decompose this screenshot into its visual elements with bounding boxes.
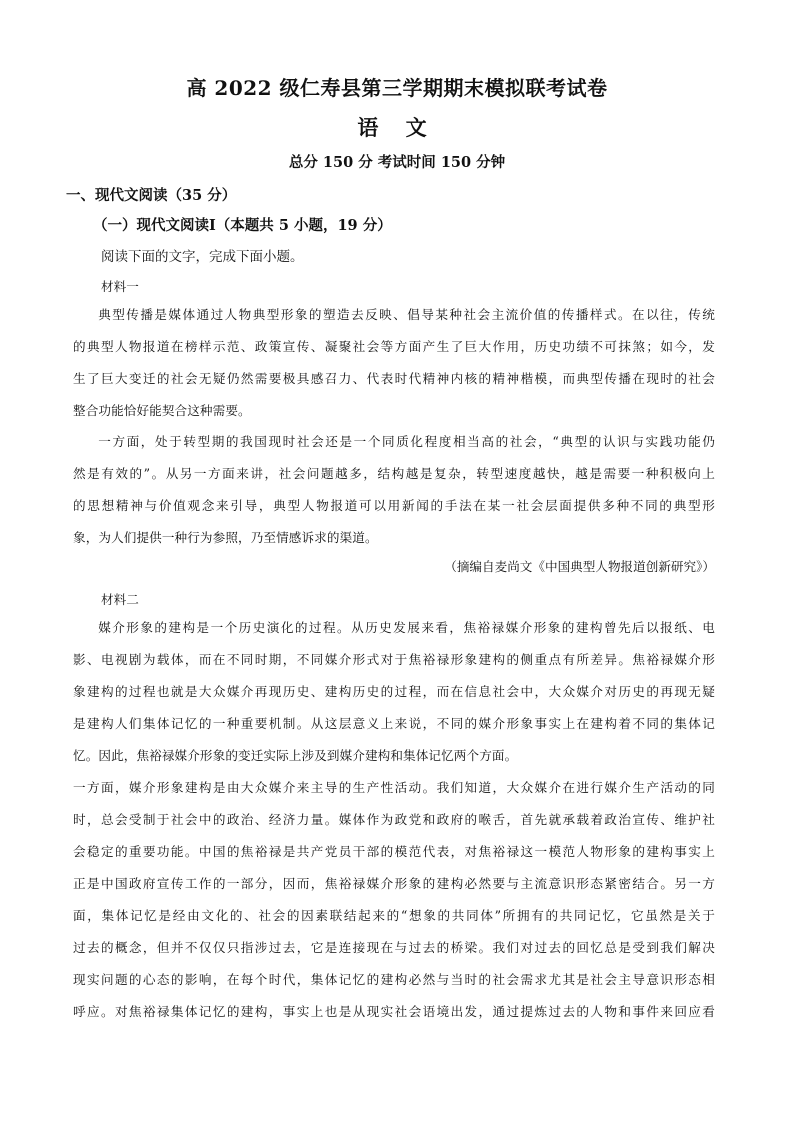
source-citation: （摘编自麦尚文《中国典型人物报道创新研究》） (444, 559, 715, 574)
paragraph-line: 面，集体记忆是经由文化的、社会的因素联结起来的“想象的共同体”所拥有的共同记忆，它虽然是关于 (73, 908, 715, 923)
paragraph-line: 影、电视剧为载体，而在不同时期，不同媒介形式对于焦裕禄形象建构的侧重点有所差异。焦裕禄媒介形 (73, 652, 715, 667)
section-heading: 一、现代文阅读（35 分） (66, 187, 237, 204)
paragraph-line: 忆。因此，焦裕禄媒介形象的变迁实际上涉及到媒介建构和集体记忆两个方面。 (73, 748, 518, 763)
paragraph-line: 一方面，处于转型期的我国现时社会还是一个同质化程度相当高的社会，“典型的认识与实践功能仍 (98, 434, 715, 449)
subsection-heading: （一）现代文阅读Ⅰ（本题共 5 小题，19 分） (93, 217, 392, 234)
paragraph-line: 媒介形象的建构是一个历史演化的过程。从历史发展来看，焦裕禄媒介形象的建构曾先后以报纸、电 (98, 620, 715, 635)
paragraph-line: 的典型人物报道在榜样示范、政策宣传、凝聚社会等方面产生了巨大作用，历史功绩不可抹煞；如今，发 (73, 339, 715, 354)
instruction-text: 阅读下面的文字，完成下面小题。 (101, 249, 304, 265)
paragraph-line: 过去的概念，但并不仅仅只指涉过去，它是连接现在与过去的桥梁。我们对过去的回忆总是受到我们解决 (73, 940, 715, 955)
paragraph (73, 426, 715, 554)
paragraph-line: 呼应。对焦裕禄集体记忆的建构，事实上也是从现实社会语境出发，通过提炼过去的人物和事件来回应看 (73, 1004, 715, 1019)
paragraph-line: 正是中国政府宣传工作的一部分，因而，焦裕禄媒介形象的建构必然要与主流意识形态紧密结合。另一方 (73, 876, 715, 891)
paragraph-line: 时，总会受制于社会中的政治、经济力量。媒体作为政党和政府的喉舌，首先就承载着政治宣传、维护社 (73, 812, 715, 827)
paragraph-line: 象建构的过程也就是大众媒介再现历史、建构历史的过程，而在信息社会中，大众媒介对历史的再现无疑 (73, 684, 715, 699)
paragraph (73, 772, 715, 1028)
paragraph-line: 象，为人们提供一种行为参照，乃至情感诉求的渠道。 (73, 530, 378, 545)
paragraph-line: 是建构人们集体记忆的一种重要机制。从这层意义上来说，不同的媒介形象事实上在建构着不同的集体记 (73, 716, 715, 731)
paragraph-line: 整合功能恰好能契合这种需要。 (73, 403, 251, 418)
paragraph-line: 现实问题的心态的影响，在每个时代，集体记忆的建构必然与当时的社会需求尤其是社会主导意识形态相 (73, 972, 715, 987)
paragraph (73, 299, 715, 427)
material-label: 材料二 (101, 592, 139, 607)
paragraph (73, 612, 715, 772)
exam-title: 高 2022 级仁寿县第三学期期末模拟联考试卷 (186, 76, 608, 100)
paragraph-line: 典型传播是媒体通过人物典型形象的塑造去反映、倡导某种社会主流价值的传播样式。在以往，传统 (98, 307, 715, 322)
paragraph-line: 一方面，媒介形象建构是由大众媒介来主导的生产性活动。我们知道，大众媒介在进行媒介生产活动的同 (73, 780, 715, 795)
paragraph-line: 的思想精神与价值观念来引导，典型人物报道可以用新闻的手法在某一社会层面提供多种不同的典型形 (73, 498, 715, 513)
paragraph-line: 会稳定的重要功能。中国的焦裕禄是共产党员干部的模范代表，对焦裕禄这一模范人物形象的建构事实上 (73, 844, 715, 859)
paragraph-line: 生了巨大变迁的社会无疑仍然需要极具感召力、代表时代精神内核的精神楷模，而典型传播在现时的社会 (73, 371, 715, 386)
subject-title: 语 文 (357, 115, 437, 140)
exam-meta: 总分 150 分 考试时间 150 分钟 (288, 154, 506, 171)
paragraph-line: 然是有效的”。从另一方面来讲，社会问题越多，结构越是复杂，转型速度越快，越是需要一种积极向上 (73, 466, 715, 481)
material-label: 材料一 (101, 279, 139, 294)
